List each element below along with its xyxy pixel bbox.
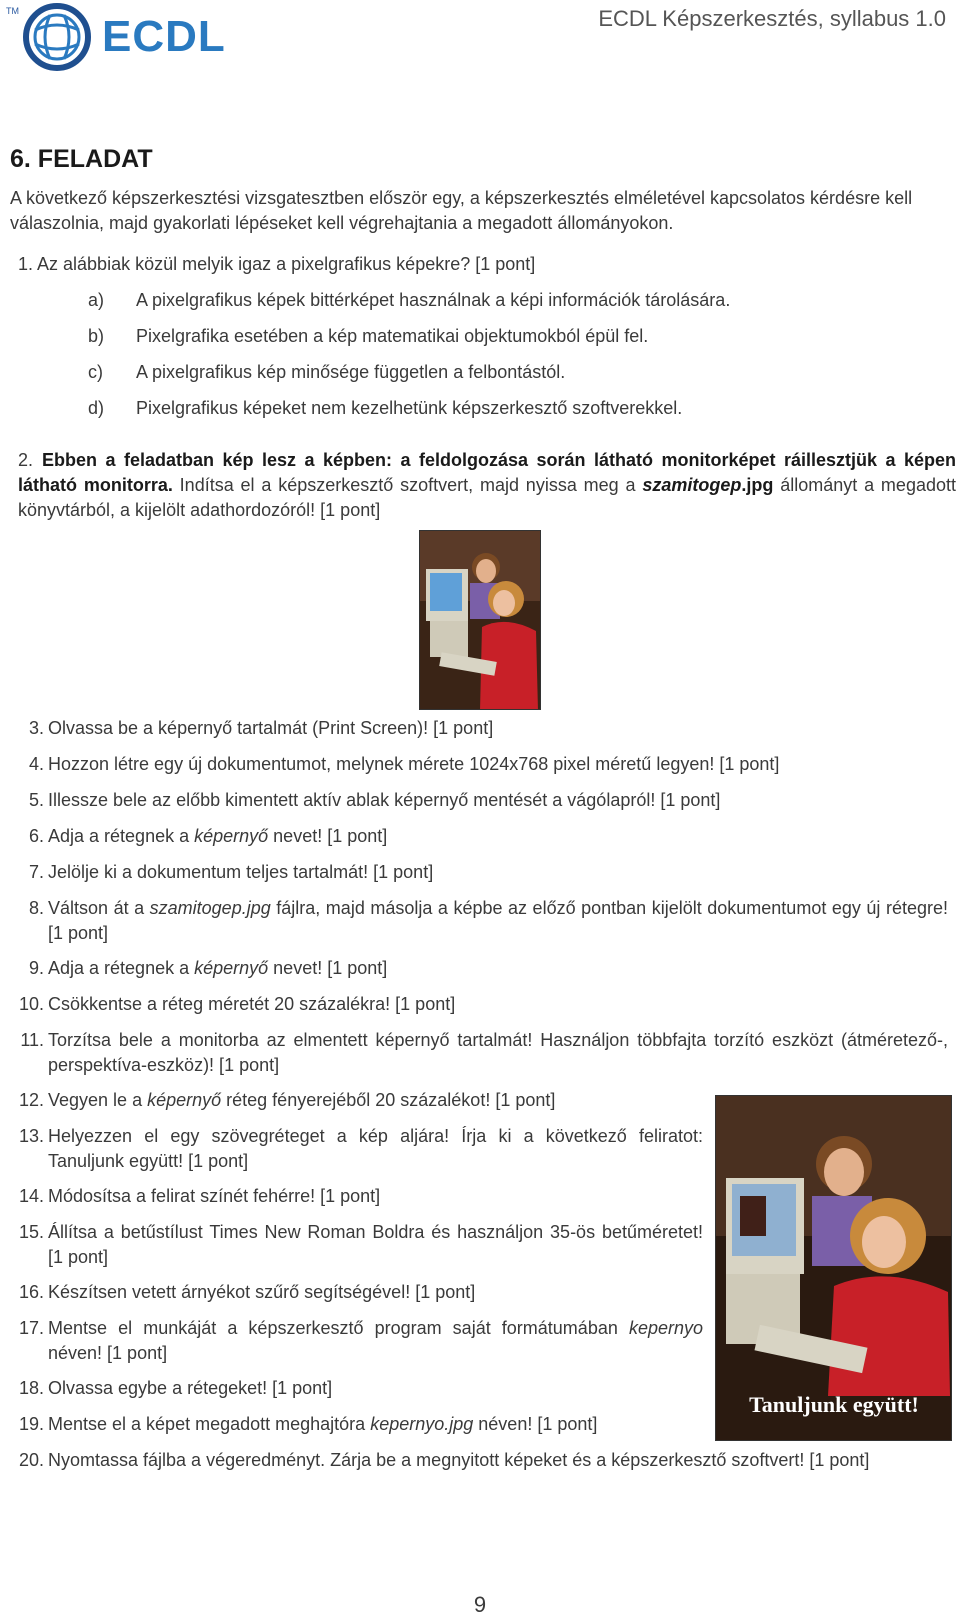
ecdl-logo [6, 0, 226, 72]
step-text: Hozzon létre egy új dokumentumot, melynek mérete 1024x768 pixel méretű legyen! [1 pont] [48, 754, 780, 774]
step-20 [14, 1448, 944, 1498]
step-4 [14, 752, 944, 777]
step-text: Torzítsa bele a monitorba az elmentett képernyő tartalmát! Használjon többfajta torzító eszközt (átméretező-, perspektíva-eszköz)! [1 pont] [48, 1030, 948, 1075]
header-title: ECDL Képszerkesztés, syllabus 1.0 [598, 6, 946, 31]
step-text: Módosítsa a felirat színét fehérre! [1 pont] [48, 1186, 381, 1206]
question-2-text-end: állományt a megadott könyvtárból, a kijelölt adathordozóról! [1 pont] [18, 475, 956, 520]
question-2 [18, 448, 956, 523]
step-number: 6. [28, 826, 44, 846]
step-text: Váltson át a szamitogep.jpg fájlra, majd másolja a képbe az előző pontban kijelölt dokumentumot egy új rétegre! [1 pont] [48, 898, 948, 943]
step-number: 15. [18, 1222, 44, 1242]
answer-option-b [88, 326, 648, 347]
option-text: Pixelgrafikus képeket nem kezelhetünk képszerkesztő szoftverekkel. [136, 398, 683, 418]
step-number: 8. [28, 898, 44, 918]
step-16 [14, 1280, 704, 1305]
step-text: Vegyen le a képernyő réteg fényerejéből 20 százalékot! [1 pont] [48, 1090, 556, 1110]
task-intro: A következő képszerkesztési vizsgatesztben először egy, a képszerkesztés elméletével kapcsolatos kérdésre kell válaszolnia, majd gyakorlati lépéseket kell végrehajtania a megadott állományokon. [10, 188, 913, 233]
step-text: Jelölje ki a dokumentum teljes tartalmát! [1 pont] [48, 862, 434, 882]
step-17 [14, 1316, 704, 1366]
step-number: 18. [18, 1378, 44, 1398]
layer-name: képernyő [194, 826, 269, 846]
step-6 [14, 824, 944, 849]
step-number: 19. [18, 1414, 44, 1434]
step-8 [14, 896, 948, 946]
step-13 [14, 1124, 704, 1174]
step-text: Mentse el munkáját a képszerkesztő program saját formátumában kepernyo néven! [1 pont] [48, 1318, 703, 1363]
file-name: szamitogep [642, 475, 742, 495]
step-19 [14, 1412, 704, 1437]
step-number: 11. [20, 1030, 44, 1050]
option-label: b) [88, 326, 105, 346]
question-2-bold-intro: Ebben a feladatban kép lesz a képben: a feldolgozása során látható monitorképet ráillesztjük a képen látható monitorra. [18, 450, 956, 495]
question-2-text: Indítsa el a képszerkesztő szoftvert, majd nyissa meg a [172, 475, 643, 495]
step-11 [14, 1028, 948, 1078]
step-number: 3. [28, 718, 44, 738]
task-title: 6. FELADAT [10, 145, 153, 173]
step-text: Állítsa a betűstílust Times New Roman Boldra és használjon 35-ös betűméretet! [1 pont] [48, 1222, 703, 1267]
file-name: kepernyo.jpg [370, 1414, 474, 1434]
result-photo [715, 1095, 952, 1441]
page-header [0, 0, 960, 80]
option-label: c) [88, 362, 103, 382]
step-text: Adja a rétegnek a képernyő nevet! [1 pont] [48, 826, 388, 846]
step-text: Illessze bele az előbb kimentett aktív ablak képernyő mentését a vágólapról! [1 pont] [48, 790, 721, 810]
step-text: Csökkentse a réteg méretét 20 százalékra! [1 pont] [48, 994, 456, 1014]
file-name: szamitogep.jpg [149, 898, 271, 918]
step-text: Olvassa be a képernyő tartalmát (Print Screen)! [1 pont] [48, 718, 494, 738]
step-number: 5. [28, 790, 44, 810]
step-text: Helyezzen el egy szövegréteget a kép aljára! Írja ki a következő feliratot: Tanuljunk együtt! [1 pont] [48, 1126, 703, 1171]
answer-option-a [88, 290, 730, 311]
file-extension: .jpg [741, 475, 774, 495]
trademark-mark: TM [6, 6, 19, 16]
photo-caption: Tanuljunk együtt! [749, 1392, 919, 1417]
page-number: 9 [473, 1592, 487, 1617]
step-number: 9. [28, 958, 44, 978]
step-number: 12. [18, 1090, 44, 1110]
option-text: A pixelgrafikus kép minősége független a felbontástól. [136, 362, 566, 382]
step-number: 10. [18, 994, 44, 1014]
step-3 [14, 716, 944, 741]
option-label: a) [88, 290, 105, 310]
option-text: A pixelgrafikus képek bittérképet használnak a képi információk tárolására. [136, 290, 731, 310]
logo-wordmark: ECDL [102, 12, 226, 61]
option-label: d) [88, 398, 105, 418]
step-number: 17. [18, 1318, 44, 1338]
layer-name: képernyő [194, 958, 269, 978]
question-1: 1. Az alábbiak közül melyik igaz a pixelgrafikus képekre? [1 pont] [18, 254, 536, 274]
step-number: 13. [18, 1126, 44, 1146]
step-7 [14, 860, 944, 885]
step-text: Olvassa egybe a rétegeket! [1 pont] [48, 1378, 333, 1398]
step-18 [14, 1376, 704, 1401]
layer-name: képernyő [147, 1090, 222, 1110]
globe-icon [20, 2, 94, 72]
file-name: kepernyo [628, 1318, 703, 1338]
step-text: Mentse el a képet megadott meghajtóra kepernyo.jpg néven! [1 pont] [48, 1414, 598, 1434]
source-photo-children-computer [419, 530, 541, 710]
step-number: 7. [28, 862, 44, 882]
question-2-number: 2. [18, 450, 34, 470]
step-number: 4. [28, 754, 44, 774]
step-12 [14, 1088, 704, 1113]
step-number: 20. [18, 1450, 44, 1470]
step-number: 14. [18, 1186, 44, 1206]
step-text: Adja a rétegnek a képernyő nevet! [1 pont] [48, 958, 388, 978]
step-5 [14, 788, 944, 813]
step-14 [14, 1184, 704, 1209]
step-text: Nyomtassa fájlba a végeredményt. Zárja be a megnyitott képeket és a képszerkesztő szoftvert! [1 pont] [48, 1450, 870, 1470]
step-number: 16. [18, 1282, 44, 1302]
step-15 [14, 1220, 704, 1270]
step-text: Készítsen vetett árnyékot szűrő segítségével! [1 pont] [48, 1282, 476, 1302]
answer-option-d [88, 398, 682, 419]
step-10 [14, 992, 944, 1017]
option-text: Pixelgrafika esetében a kép matematikai objektumokból épül fel. [136, 326, 649, 346]
step-9 [14, 956, 944, 981]
answer-option-c [88, 362, 565, 383]
